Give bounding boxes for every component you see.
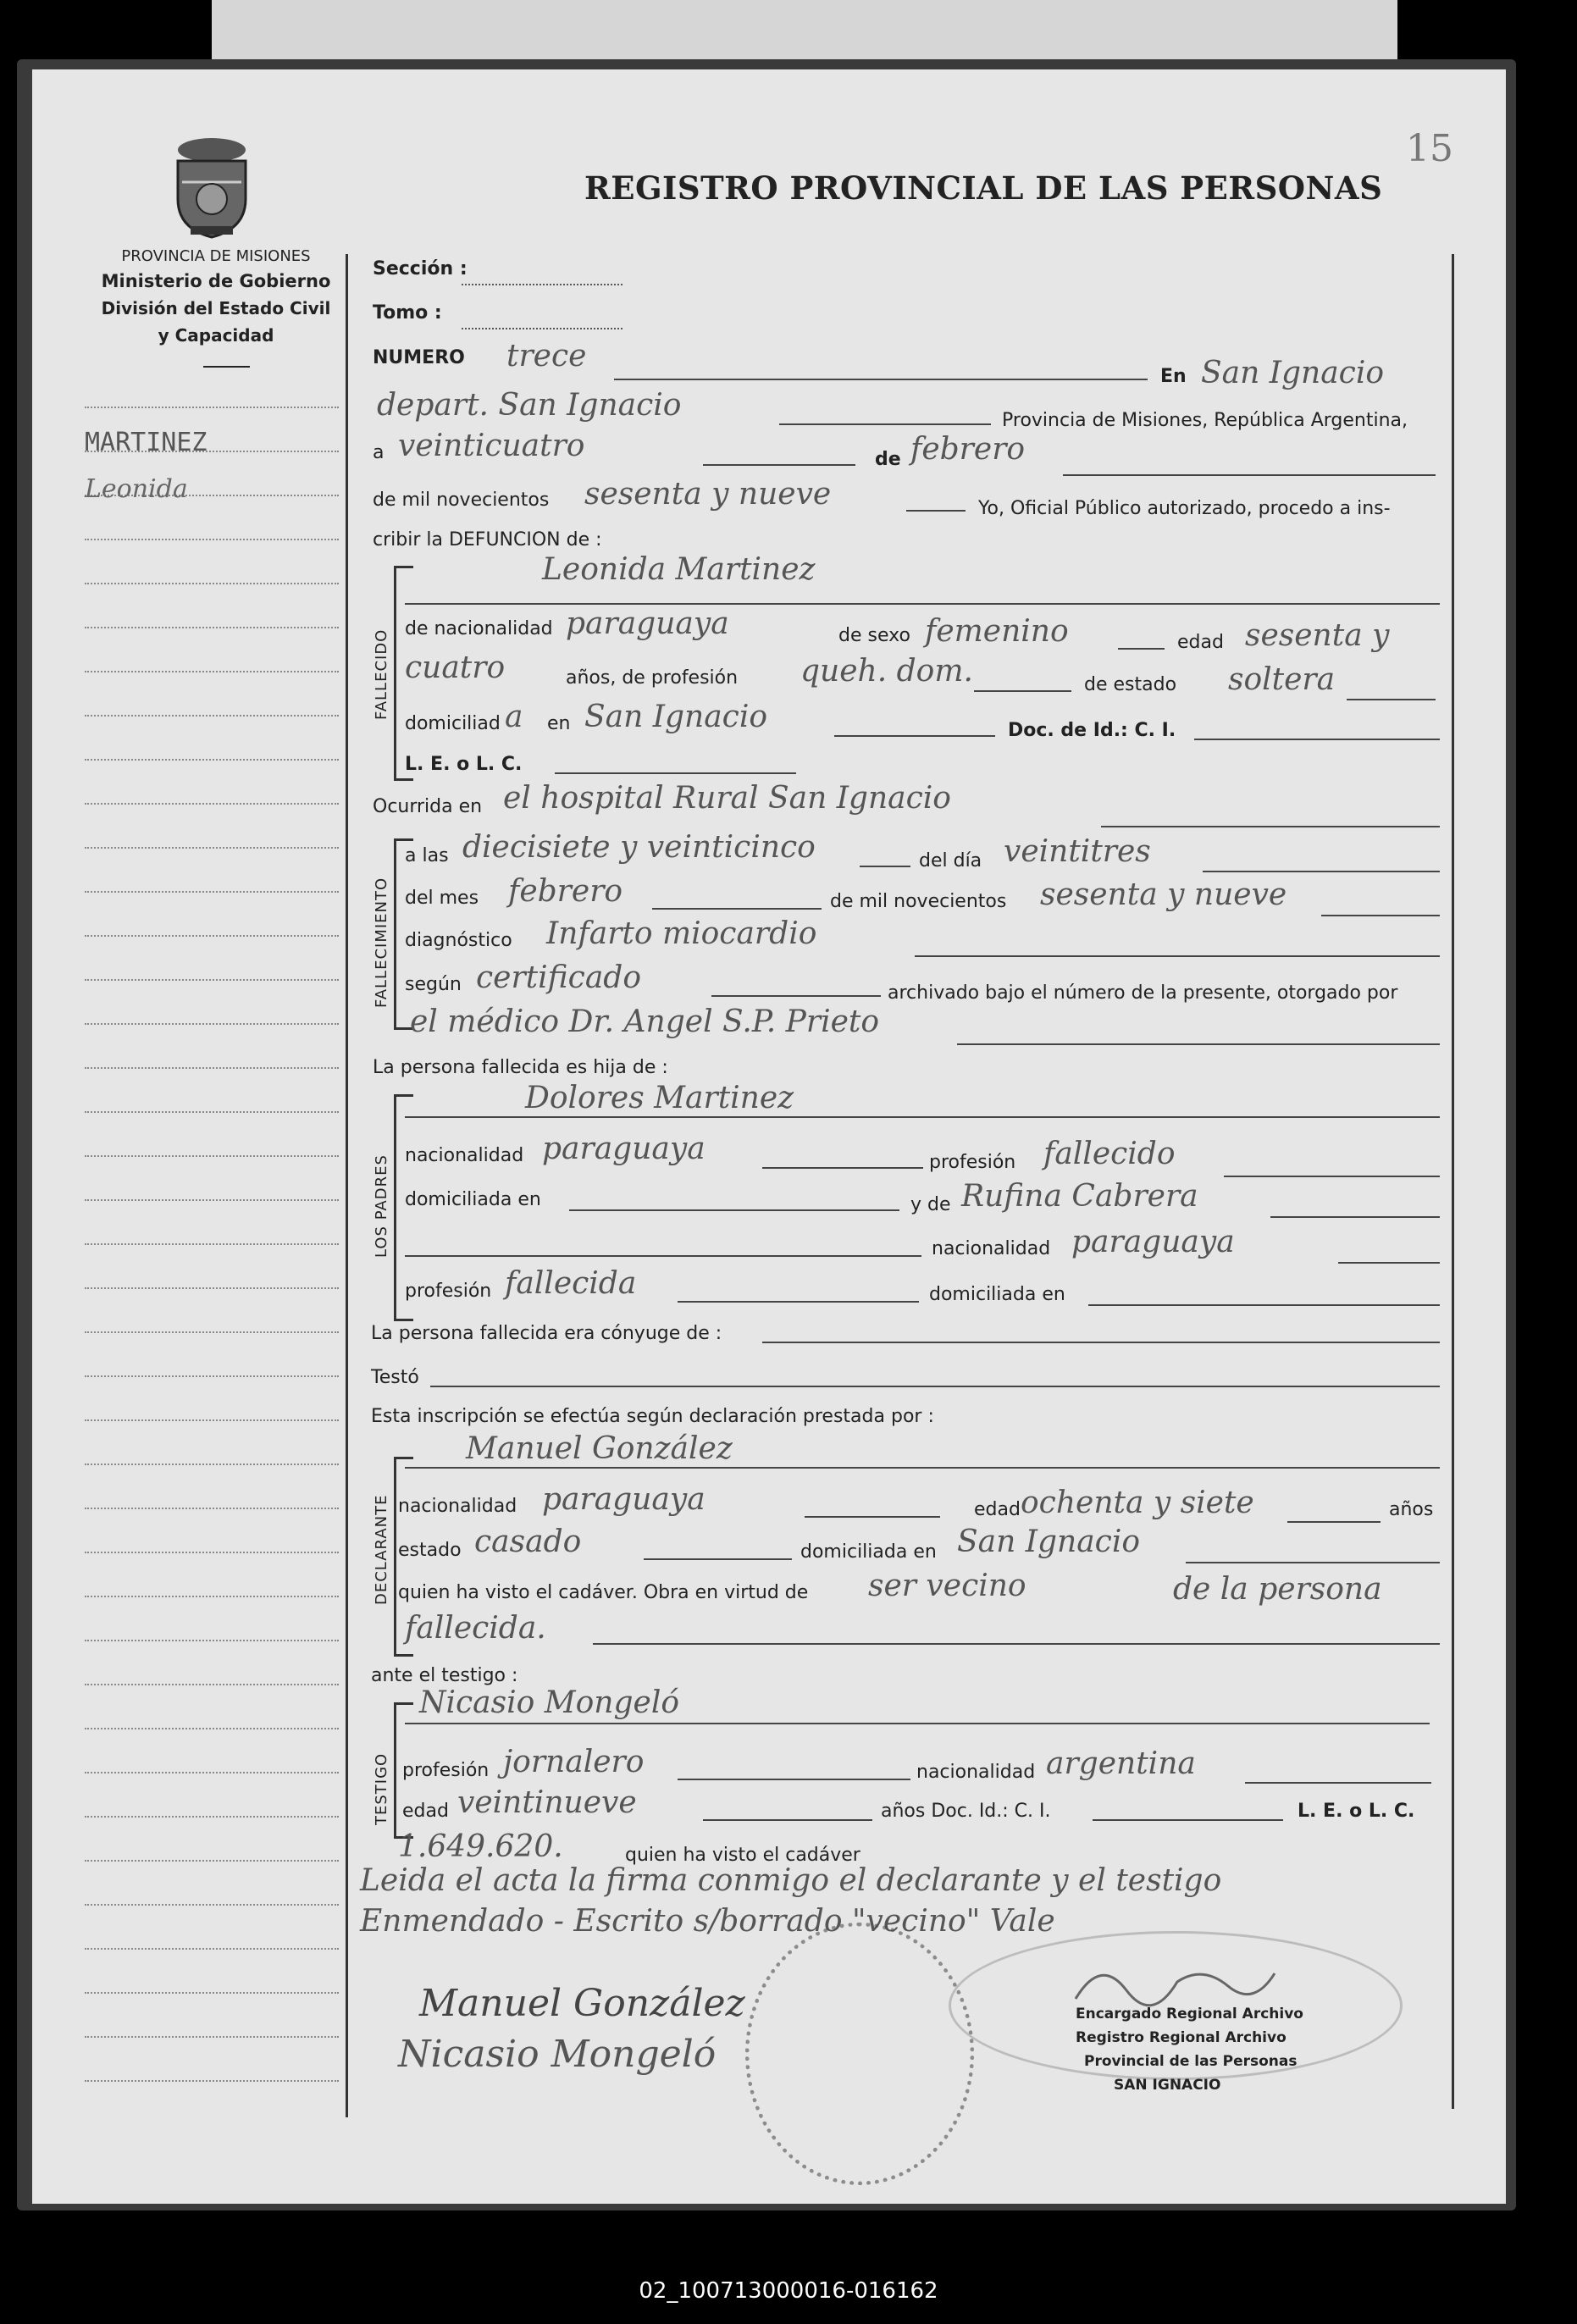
depart-line xyxy=(779,423,991,425)
margin-ruled-line xyxy=(85,1508,339,1509)
margin-ruled-line xyxy=(85,1640,339,1641)
page-title: REGISTRO PROVINCIAL DE LAS PERSONAS xyxy=(584,169,1383,207)
fallecido-section-label: FALLECIDO xyxy=(373,628,390,720)
fallecimiento-mil-value: sesenta y nueve xyxy=(1040,877,1287,912)
fallecido-anios-label: años, de profesión xyxy=(566,667,739,689)
margin-ruled-line xyxy=(85,935,339,937)
testigo-quien-label: quien ha visto el cadáver xyxy=(625,1845,860,1866)
margin-ruled-line xyxy=(85,1992,339,1994)
yde-label: y de xyxy=(910,1194,951,1215)
testo-line xyxy=(430,1386,1440,1387)
declarante-fallecida-value: fallecida. xyxy=(405,1611,546,1646)
fallecido-name-line xyxy=(405,603,1440,605)
en-value: San Ignacio xyxy=(1201,356,1385,390)
seccion-label: Sección : xyxy=(373,258,468,279)
margin-ruled-line xyxy=(85,671,339,672)
declarante-nac-line xyxy=(805,1516,940,1518)
dom1-label: domiciliada en xyxy=(405,1189,541,1210)
fallecido-domiciliad-label: domiciliad xyxy=(405,713,501,734)
margin-ruled-line xyxy=(85,1067,339,1069)
declarante-edad-line xyxy=(1287,1521,1381,1523)
mil-line xyxy=(906,510,966,512)
margin-given-name: Leonida xyxy=(85,474,188,504)
margin-ruled-line xyxy=(85,2080,339,2082)
seccion-line xyxy=(462,284,622,285)
declarante-name-line xyxy=(405,1467,1440,1469)
image-caption: 02_100713000016-016162 xyxy=(639,2278,938,2304)
mil-value: sesenta y nueve xyxy=(584,477,832,512)
declarante-estado-label: estado xyxy=(398,1540,462,1561)
prof1-label: profesión xyxy=(929,1152,1016,1173)
diag-value: Infarto miocardio xyxy=(546,916,817,951)
alas-label: a las xyxy=(405,845,449,866)
testigo-name-value: Nicasio Mongeló xyxy=(419,1685,680,1720)
testigo-doc-value: 1.649.620. xyxy=(398,1829,563,1864)
fallecido-edad-label: edad xyxy=(1177,632,1224,653)
prof2-label: profesión xyxy=(405,1281,492,1302)
fallecido-sexo-value: femenino xyxy=(925,614,1069,649)
mil-label: de mil novecientos xyxy=(373,490,550,511)
fallecido-doc-line xyxy=(1194,739,1440,740)
margin-ruled-line xyxy=(85,1904,339,1906)
margin-ruled-line xyxy=(85,891,339,893)
testigo-edad-line xyxy=(703,1819,872,1821)
fallecido-nacionalidad-label: de nacionalidad xyxy=(405,618,553,639)
testigo-edad-value: veintinueve xyxy=(457,1785,637,1820)
margin-ruled-line xyxy=(85,407,339,408)
declarante-name-value: Manuel González xyxy=(466,1431,733,1466)
padres-blank-line xyxy=(405,1255,921,1257)
signature-testigo: Nicasio Mongeló xyxy=(398,2033,717,2076)
prof2-value: fallecida xyxy=(505,1266,637,1301)
margin-ruled-line xyxy=(85,1816,339,1818)
fallecido-domiciliad-suffix: a xyxy=(505,700,523,734)
dia-label: del día xyxy=(919,850,982,872)
background-page-edge xyxy=(212,0,1397,68)
dia-value: veintitres xyxy=(1004,834,1151,869)
nac2-value: paraguaya xyxy=(1071,1225,1235,1259)
testigo-doc-line xyxy=(1093,1819,1283,1821)
fallecido-profesion-line xyxy=(974,690,1071,692)
testigo-prof-line xyxy=(678,1779,910,1780)
numero-value: trece xyxy=(506,339,587,374)
declarante-edad-value: ochenta y siete xyxy=(1021,1486,1254,1520)
fallecimiento-mil-line xyxy=(1321,915,1440,916)
closing-line-2: Enmendado - Escrito s/borrado "vecino" Vale xyxy=(360,1904,1055,1939)
testigo-prof-value: jornalero xyxy=(503,1745,645,1779)
a-value: veinticuatro xyxy=(398,429,585,463)
tomo-label: Tomo : xyxy=(373,302,442,324)
ocurrida-value: el hospital Rural San Ignacio xyxy=(503,781,951,816)
mes-line xyxy=(652,908,822,910)
testigo-section-label: TESTIGO xyxy=(373,1752,390,1825)
margin-ruled-line xyxy=(85,1023,339,1025)
fallecimiento-mil-label: de mil novecientos xyxy=(830,891,1007,912)
nac1-label: nacionalidad xyxy=(405,1145,524,1166)
fallecido-name-value: Leonida Martinez xyxy=(542,552,816,587)
medico-value: el médico Dr. Angel S.P. Prieto xyxy=(410,1004,880,1039)
medico-line xyxy=(957,1043,1440,1045)
testigo-le-label: L. E. o L. C. xyxy=(1298,1801,1415,1822)
margin-ruled-line xyxy=(85,1243,339,1245)
margin-ruled-line xyxy=(85,1948,339,1950)
en-label: En xyxy=(1160,366,1187,387)
fallecimiento-section-label: FALLECIMIENTO xyxy=(373,877,390,1008)
margin-ruled-line xyxy=(85,1287,339,1289)
margin-ruled-line xyxy=(85,715,339,717)
declarante-estado-line xyxy=(644,1558,792,1560)
segun-value: certificado xyxy=(476,960,642,995)
de-line xyxy=(1063,474,1436,476)
header-division: División del Estado Civil xyxy=(101,298,331,318)
declarante-nac-label: nacionalidad xyxy=(398,1496,517,1517)
padre-name-line xyxy=(405,1116,1440,1118)
margin-ruled-line xyxy=(85,847,339,849)
margin-ruled-line xyxy=(85,1772,339,1773)
margin-ruled-line xyxy=(85,1684,339,1685)
fallecido-estado-label: de estado xyxy=(1084,674,1177,695)
padres-section-label: LOS PADRES xyxy=(373,1154,390,1258)
stamp-line-1: Encargado Regional Archivo xyxy=(1076,2006,1303,2022)
declarante-dom-label: domiciliada en xyxy=(800,1541,937,1563)
right-divider xyxy=(1452,254,1454,2109)
header-ministry: Ministerio de Gobierno xyxy=(101,271,331,291)
stamp-line-2: Registro Regional Archivo xyxy=(1076,2029,1286,2046)
archivado-label: archivado bajo el número de la presente, otorgado por xyxy=(888,982,1398,1004)
header-province: PROVINCIA DE MISIONES xyxy=(121,247,311,265)
margin-divider xyxy=(346,254,348,2117)
declarante-dom-value: San Ignacio xyxy=(957,1524,1141,1559)
margin-ruled-line xyxy=(85,539,339,540)
alas-line xyxy=(860,866,910,867)
prof1-value: fallecido xyxy=(1043,1137,1176,1171)
declarante-virtud-value2: de la persona xyxy=(1173,1572,1382,1607)
inscripcion-label: Esta inscripción se efectúa según declaración prestada por : xyxy=(371,1406,934,1427)
madre-name-line xyxy=(1270,1216,1440,1218)
cribir-label: cribir la DEFUNCION de : xyxy=(373,529,602,551)
hija-label: La persona fallecida es hija de : xyxy=(373,1057,668,1078)
declarante-fallecida-line xyxy=(593,1643,1440,1645)
fallecido-domicilio-value: San Ignacio xyxy=(584,700,768,734)
fallecido-nacionalidad-value: paraguaya xyxy=(566,606,729,641)
nac2-label: nacionalidad xyxy=(932,1238,1051,1259)
diag-line xyxy=(915,955,1440,957)
fallecido-doc-label: Doc. de Id.: C. I. xyxy=(1008,720,1176,741)
provincia-label: Provincia de Misiones, República Argentina, xyxy=(1002,410,1408,431)
fallecido-le-label: L. E. o L. C. xyxy=(405,754,523,775)
fallecido-en-label: en xyxy=(547,713,571,734)
margin-ruled-line xyxy=(85,1331,339,1333)
fallecido-estado-value: soltera xyxy=(1228,662,1336,697)
prof2-line xyxy=(678,1301,919,1303)
fallecido-profesion-value: queh. dom. xyxy=(800,654,973,689)
header-capacity: y Capacidad xyxy=(158,325,274,346)
declarante-virtud-value: ser vecino xyxy=(868,1569,1026,1603)
margin-ruled-line xyxy=(85,1464,339,1465)
conyuge-line xyxy=(762,1342,1440,1343)
declarante-anios-label: años xyxy=(1389,1499,1434,1520)
margin-ruled-line xyxy=(85,1375,339,1377)
testigo-name-line xyxy=(405,1723,1430,1724)
de-value: febrero xyxy=(910,432,1026,467)
margin-ruled-line xyxy=(85,2036,339,2038)
tomo-line xyxy=(462,328,622,329)
signature-declarante: Manuel González xyxy=(419,1982,745,2025)
madre-name-value: Rufina Cabrera xyxy=(961,1179,1198,1214)
margin-ruled-line xyxy=(85,759,339,761)
nac1-value: paraguaya xyxy=(542,1132,706,1166)
declarante-dom-line xyxy=(1186,1562,1440,1563)
closing-line-1: Leida el acta la firma conmigo el declarante y el testigo xyxy=(360,1863,1222,1898)
coat-of-arms-icon xyxy=(165,131,258,241)
dia-line xyxy=(1203,871,1440,872)
margin-ruled-line xyxy=(85,1419,339,1421)
testigo-prof-label: profesión xyxy=(402,1760,490,1781)
fallecido-domicilio-line xyxy=(834,735,995,737)
dom1-line xyxy=(569,1209,899,1211)
ante-label: ante el testigo : xyxy=(371,1665,518,1686)
stamp-line-3: Provincial de las Personas xyxy=(1084,2053,1298,2070)
numero-line xyxy=(614,379,1148,380)
segun-label: según xyxy=(405,974,462,995)
declarante-edad-label: edad xyxy=(974,1499,1021,1520)
round-seal-stamp xyxy=(745,1923,974,2185)
fallecido-sexo-label: de sexo xyxy=(838,625,910,646)
margin-ruled-line xyxy=(85,1552,339,1553)
testigo-nac-value: argentina xyxy=(1046,1746,1196,1781)
testigo-nac-line xyxy=(1245,1782,1431,1784)
page-number: 15 xyxy=(1406,127,1453,170)
margin-ruled-line xyxy=(85,1728,339,1729)
numero-label: NUMERO xyxy=(373,347,465,368)
ocurrida-line xyxy=(1101,826,1440,827)
fallecido-sexo-line xyxy=(1118,648,1165,650)
declarante-quien-label: quien ha visto el cadáver. Obra en virtud de xyxy=(398,1582,809,1603)
diag-label: diagnóstico xyxy=(405,930,512,951)
margin-ruled-line xyxy=(85,803,339,805)
stamp-line-4: SAN IGNACIO xyxy=(1114,2077,1221,2094)
yo-label: Yo, Oficial Público autorizado, procedo a ins- xyxy=(978,498,1391,519)
a-line xyxy=(703,464,855,466)
header-rule xyxy=(203,366,250,368)
nac1-line xyxy=(762,1167,923,1169)
testigo-nac-label: nacionalidad xyxy=(916,1762,1036,1783)
declarante-estado-value: casado xyxy=(474,1524,582,1559)
margin-ruled-line xyxy=(85,1199,339,1201)
prof1-line xyxy=(1224,1176,1440,1177)
margin-ruled-line xyxy=(85,627,339,628)
fallecido-le-line xyxy=(555,772,796,774)
de-label: de xyxy=(875,449,901,470)
margin-ruled-line xyxy=(85,1860,339,1862)
declarante-section-label: DECLARANTE xyxy=(373,1494,390,1605)
fallecido-edad-value2: cuatro xyxy=(405,650,506,685)
ocurrida-label: Ocurrida en xyxy=(373,796,483,817)
nac2-line xyxy=(1338,1262,1440,1264)
testo-label: Testó xyxy=(371,1367,419,1388)
mes-label: del mes xyxy=(405,888,479,909)
fallecido-estado-line xyxy=(1347,699,1436,700)
testigo-edad-label: edad xyxy=(402,1801,449,1822)
segun-line xyxy=(711,995,881,997)
margin-ruled-line xyxy=(85,583,339,584)
margin-ruled-line xyxy=(85,1111,339,1113)
official-signature-icon xyxy=(1067,1948,1279,2016)
mes-value: febrero xyxy=(508,874,623,909)
dom2-label: domiciliada en xyxy=(929,1284,1065,1305)
padre-name-value: Dolores Martinez xyxy=(525,1081,794,1115)
fallecido-edad-value: sesenta y xyxy=(1245,618,1390,653)
dom2-line xyxy=(1088,1304,1440,1306)
margin-surname: MARTINEZ xyxy=(85,428,208,457)
margin-ruled-line xyxy=(85,1155,339,1157)
conyuge-label: La persona fallecida era cónyuge de : xyxy=(371,1323,722,1344)
depart-value: depart. San Ignacio xyxy=(377,388,682,423)
margin-ruled-line xyxy=(85,979,339,981)
margin-ruled-line xyxy=(85,1596,339,1597)
alas-value: diecisiete y veinticinco xyxy=(462,830,816,865)
declarante-nac-value: paraguaya xyxy=(542,1482,706,1517)
a-label: a xyxy=(373,442,385,463)
testigo-anios-label: años Doc. Id.: C. I. xyxy=(881,1801,1051,1822)
